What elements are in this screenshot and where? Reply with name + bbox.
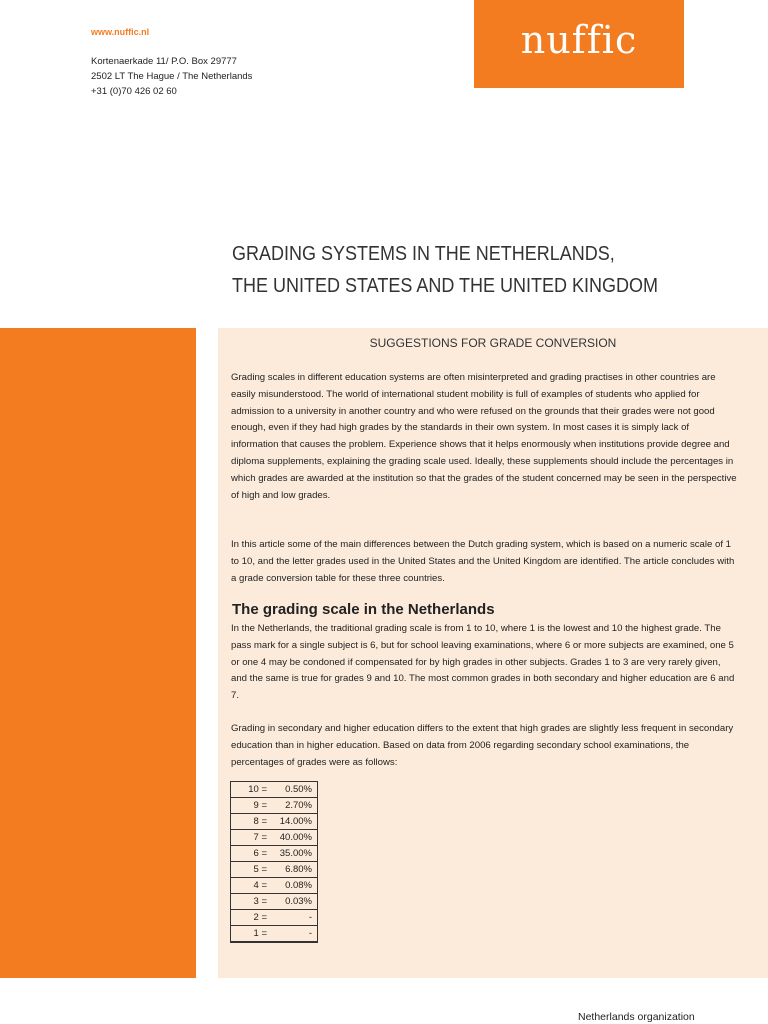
- table-row: [231, 814, 318, 830]
- grade-cell: 6 =: [231, 846, 274, 862]
- orange-side-bar: [0, 328, 196, 978]
- percent-cell: 2.70%: [273, 798, 318, 814]
- percent-cell: 0.50%: [273, 782, 318, 798]
- grade-cell: 5 =: [231, 862, 274, 878]
- page-subtitle: SUGGESTIONS FOR GRADE CONVERSION: [369, 336, 617, 350]
- percent-cell: -: [273, 910, 318, 926]
- table-row: [231, 910, 318, 926]
- section-heading: The grading scale in the Netherlands: [232, 601, 495, 618]
- grade-cell: 2 =: [231, 910, 274, 926]
- secondary-paragraph: Grading in secondary and higher education differs to the extent that high grades are slightly less frequent in secondary education than in higher education. Based on data from 2006 regarding secondary school examinations, the percentages of grades were as follows:: [231, 723, 734, 768]
- address-line-street: Kortenaerkade 11/ P.O. Box 29777: [91, 56, 237, 67]
- percent-cell: 14.00%: [273, 814, 318, 830]
- grade-cell: 7 =: [231, 830, 274, 846]
- table-row: [231, 798, 318, 814]
- address-block: [91, 54, 252, 99]
- table-row: [231, 894, 318, 910]
- address-line-city: 2502 LT The Hague / The Netherlands: [91, 71, 253, 82]
- percent-cell: 35.00%: [273, 846, 318, 862]
- address-line-phone: +31 (0)70 426 02 60: [91, 86, 177, 97]
- grade-cell: 3 =: [231, 894, 274, 910]
- grade-cell: 8 =: [231, 814, 274, 830]
- grade-percentages-table: [230, 781, 318, 943]
- percent-cell: 6.80%: [273, 862, 318, 878]
- table-row: [231, 830, 318, 846]
- grade-cell: 4 =: [231, 878, 274, 894]
- grade-cell: 1 =: [231, 926, 274, 943]
- table-row: [231, 782, 318, 798]
- table-row: [231, 846, 318, 862]
- netherlands-paragraph: In the Netherlands, the traditional grading scale is from 1 to 10, where 1 is the lowest and 10 the highest grade. The pass mark for a single subject is 6, but for school leaving examinations, where 6 or more subjects are examined, one 5 or one 4 may be condoned if compensated for by high grades in other subjects. Grades 1 to 3 are very rarely given, and the same is true for grades 9 and 10. The most common grades in both secondary and higher education are 6 and 7.: [231, 623, 735, 702]
- page-title: [232, 238, 658, 302]
- table-row: [231, 926, 318, 943]
- percent-cell: -: [273, 926, 318, 943]
- nuffic-logo: [474, 0, 684, 88]
- percent-cell: 40.00%: [273, 830, 318, 846]
- grade-cell: 9 =: [231, 798, 274, 814]
- percent-cell: 0.03%: [273, 894, 318, 910]
- logo-text: nuffic: [520, 18, 638, 62]
- table-row: [231, 878, 318, 894]
- intro-paragraph: Grading scales in different education systems are often misinterpreted and grading practises in other countries are easily misunderstood. The world of international student mobility is full of examples of students who applied for admission to a university in another country and who were refused on the grounds that their grades were not good enough, even if they had high grades by the standards in their own system. In most cases it is simply lack of information that causes the problem. Experience shows that it helps enormously when institutions provide degree and diploma supplements, explaining the grading scale used. Ideally, these supplements should include the percentages in which grades are awarded at the institution so that the grades of the student concerned may be seen in the perspective of high and low grades.: [231, 372, 737, 501]
- title-line-1: GRADING SYSTEMS IN THE NETHERLANDS,: [232, 243, 615, 265]
- website-link[interactable]: www.nuffic.nl: [91, 27, 150, 37]
- grade-cell: 10 =: [231, 782, 274, 798]
- title-line-2: THE UNITED STATES AND THE UNITED KINGDOM: [232, 275, 659, 297]
- article-paragraph: In this article some of the main differences between the Dutch grading system, which is based on a numeric scale of 1 to 10, and the letter grades used in the United States and the United Kingdom are identified. The article concludes with a grade conversion table for these three countries.: [231, 539, 735, 584]
- table-row: [231, 862, 318, 878]
- percent-cell: 0.08%: [273, 878, 318, 894]
- footer-organization: Netherlands organization: [578, 1011, 695, 1023]
